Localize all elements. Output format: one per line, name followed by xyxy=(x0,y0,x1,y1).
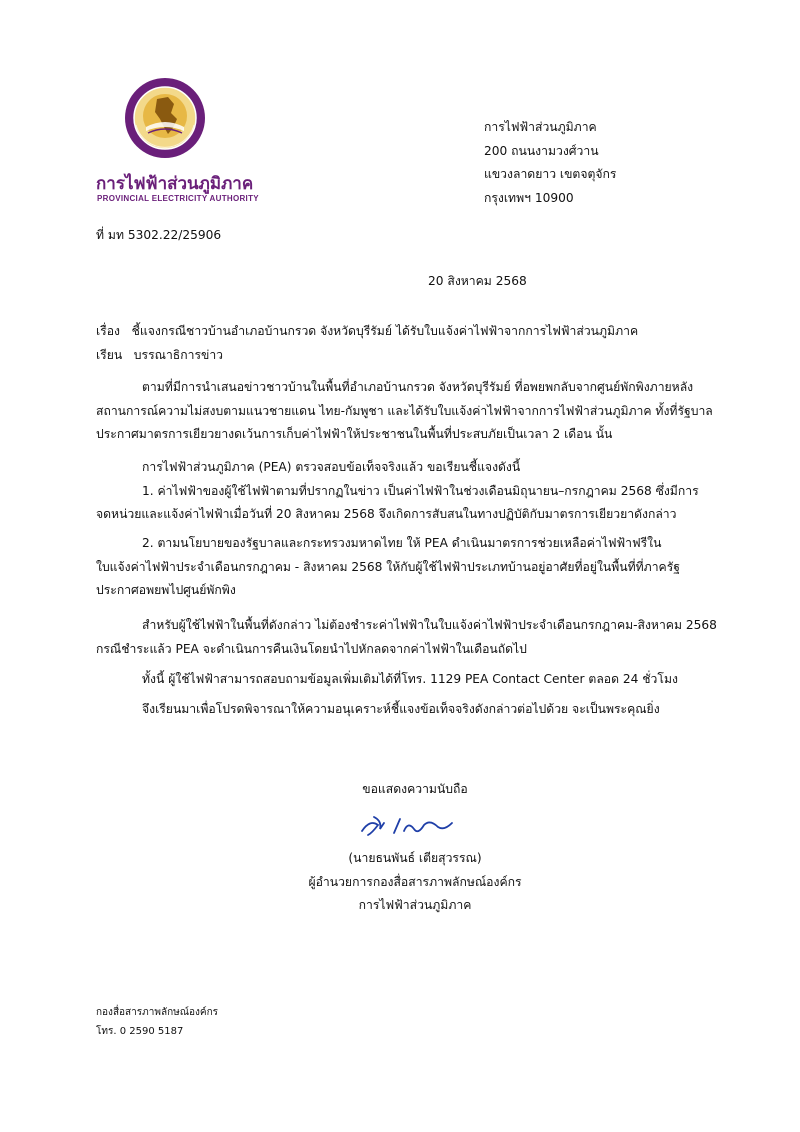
address-line: แขวงลาดยาว เขตจตุจักร xyxy=(484,167,617,181)
text-line: ทั้งนี้ ผู้ใช้ไฟฟ้าสามารถสอบถามข้อมูลเพิ่มเติมได้ที่โทร. 1129 PEA Contact Center ตลอด 24 ชั่วโมง xyxy=(142,672,678,686)
pea-emblem-icon xyxy=(124,77,206,159)
text-line: ประกาศมาตรการเยียวยางดเว้นการเก็บค่าไฟฟ้าให้ประชาชนในพื้นที่ประสบภัยเป็นเวลา 2 เดือน นั้น xyxy=(96,427,613,441)
body-paragraph-1 xyxy=(96,376,713,447)
text-line: การไฟฟ้าส่วนภูมิภาค (PEA) ตรวจสอบข้อเท็จจริงแล้ว ขอเรียนชี้แจงดังนี้ xyxy=(142,460,521,474)
org-name-en: PROVINCIAL ELECTRICITY AUTHORITY xyxy=(97,194,259,203)
text-line: จดหน่วยและแจ้งค่าไฟฟ้าเมื่อวันที่ 20 สิงหาคม 2568 จึงเกิดการสับสนในทางปฏิบัติกับมาตรการเยียวยาดังกล่าว xyxy=(96,507,677,521)
footer-phone: โทร. 0 2590 5187 xyxy=(96,1026,184,1037)
text-line: ใบแจ้งค่าไฟฟ้าประจำเดือนกรกฎาคม - สิงหาคม 2568 ให้กับผู้ใช้ไฟฟ้าประเภทบ้านอยู่อาศัยที่อยู่ในพื้นที่ที่ภาครัฐ xyxy=(96,559,680,574)
text-line: สำหรับผู้ใช้ไฟฟ้าในพื้นที่ดังกล่าว ไม่ต้องชำระค่าไฟฟ้าในใบแจ้งค่าไฟฟ้าประจำเดือนกรกฎาคม-สิงหาคม 2568 xyxy=(142,618,717,632)
footer-department: กองสื่อสารภาพลักษณ์องค์กร xyxy=(96,1007,218,1018)
text-line: ตามที่มีการนำเสนอข่าวชาวบ้านในพื้นที่อำเภอบ้านกรวด จังหวัดบุรีรัมย์ ที่อพยพกลับจากศูนย์พักพิงภายหลัง xyxy=(142,380,694,394)
body-paragraph-5 xyxy=(96,668,706,692)
text-line: กรณีชำระแล้ว PEA จะดำเนินการคืนเงินโดยนำไปหักลดจากค่าไฟฟ้าในเดือนถัดไป xyxy=(96,641,527,656)
subject-line: เรื่อง ชี้แจงกรณีชาวบ้านอำเภอบ้านกรวด จังหวัดบุรีรัมย์ ได้รับใบแจ้งค่าไฟฟ้าจากการไฟฟ้าส่วนภูมิภาค xyxy=(96,324,639,338)
address-line: การไฟฟ้าส่วนภูมิภาค xyxy=(484,120,597,134)
address-block xyxy=(484,116,616,210)
text-line: 2. ตามนโยบายของรัฐบาลและกระทรวงมหาดไทย ให้ PEA ดำเนินมาตรการช่วยเหลือค่าไฟฟ้าฟรีใน xyxy=(142,536,662,550)
letter-date: 20 สิงหาคม 2568 xyxy=(428,274,527,288)
address-line: 200 ถนนงามวงศ์วาน xyxy=(484,143,599,158)
text-line: 1. ค่าไฟฟ้าของผู้ใช้ไฟฟ้าตามที่ปรากฏในข่าว เป็นค่าไฟฟ้าในช่วงเดือนมิถุนายน–กรกฎาคม 2568 ซึ่งมีการ xyxy=(142,483,699,498)
closing-regards: ขอแสดงความนับถือ xyxy=(362,782,468,796)
text-line: จึงเรียนมาเพื่อโปรดพิจารณาให้ความอนุเคราะห์ชี้แจงข้อเท็จจริงดังกล่าวต่อไปด้วย จะเป็นพระคุณยิ่ง xyxy=(142,702,660,716)
body-paragraph-4 xyxy=(96,614,717,661)
reference-number: ที่ มท 5302.22/25906 xyxy=(96,228,222,242)
org-name-th: การไฟฟ้าส่วนภูมิภาค xyxy=(96,174,254,193)
address-line: กรุงเทพฯ 10900 xyxy=(484,190,574,205)
body-paragraph-6 xyxy=(96,698,706,722)
footer-contact xyxy=(96,1003,218,1041)
body-paragraph-2 xyxy=(96,456,706,527)
signatory-org: การไฟฟ้าส่วนภูมิภาค xyxy=(358,898,472,912)
text-line: ประกาศอพยพไปศูนย์พักพิง xyxy=(96,583,236,597)
signatory-title: ผู้อำนวยการกองสื่อสารภาพลักษณ์องค์กร xyxy=(308,875,522,889)
recipient-line: เรียน บรรณาธิการข่าว xyxy=(96,348,224,362)
signatory-name: (นายธนพันธ์ เตียสุวรรณ) xyxy=(348,851,482,865)
text-line: สถานการณ์ความไม่สงบตามแนวชายแดน ไทย-กัมพูชา และได้รับใบแจ้งค่าไฟฟ้าจากการไฟฟ้าส่วนภูมิภาค ทั้งที่รัฐบาล xyxy=(96,403,713,418)
body-paragraph-3 xyxy=(96,532,706,603)
handwritten-signature-icon xyxy=(358,811,458,841)
